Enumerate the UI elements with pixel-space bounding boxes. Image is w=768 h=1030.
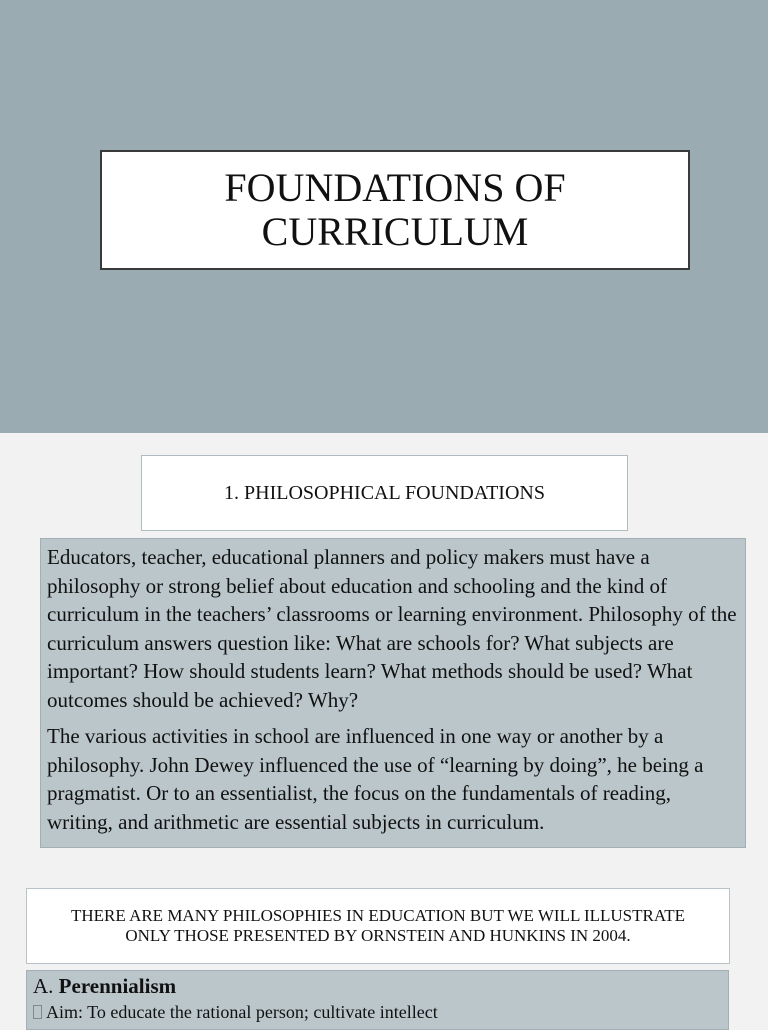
section-heading-box [141, 455, 628, 531]
list-heading-name: Perennialism [58, 974, 177, 998]
missing-glyph-bullet-icon [33, 1005, 42, 1019]
body-paragraph-1: Educators, teacher, educational planners and policy makers must have a philosophy or strong belief about education and schooling and the kind of curriculum in the teachers’ classrooms or learning environment. Philosophy of the curriculum answers question like: What are schools for? What subjects are important? How should students learn? What methods should be used? What outcomes should be achieved? Why? [47, 545, 737, 712]
title-slide [0, 0, 768, 433]
note-text: THERE ARE MANY PHILOSOPHIES IN EDUCATION BUT WE WILL ILLUSTRATE ONLY THOSE PRESENTED BY ORNSTEIN AND HUNKINS IN 2004. [70, 906, 686, 945]
title-box [100, 150, 690, 270]
list-item [33, 999, 722, 1025]
body-paragraph-2: The various activities in school are influenced in one way or another by a philosophy. John Dewey influenced the use of “learning by doing”, he being a pragmatist. Or to an essentialist, the focus on the fundamentals of reading, writing, and arithmetic are essential subjects in curriculum. [47, 724, 704, 834]
list-heading-letter: A. [33, 974, 54, 998]
section-heading: 1. PHILOSOPHICAL FOUNDATIONS [224, 481, 545, 504]
list-heading [33, 973, 722, 999]
slide-title: FOUNDATIONS OF CURRICULUM [224, 165, 566, 254]
note-box [26, 888, 730, 964]
philosophy-list-box [26, 970, 729, 1030]
philosophy-body-box [40, 538, 746, 848]
list-item-text: Aim: To educate the rational person; cultivate intellect [46, 1002, 438, 1022]
